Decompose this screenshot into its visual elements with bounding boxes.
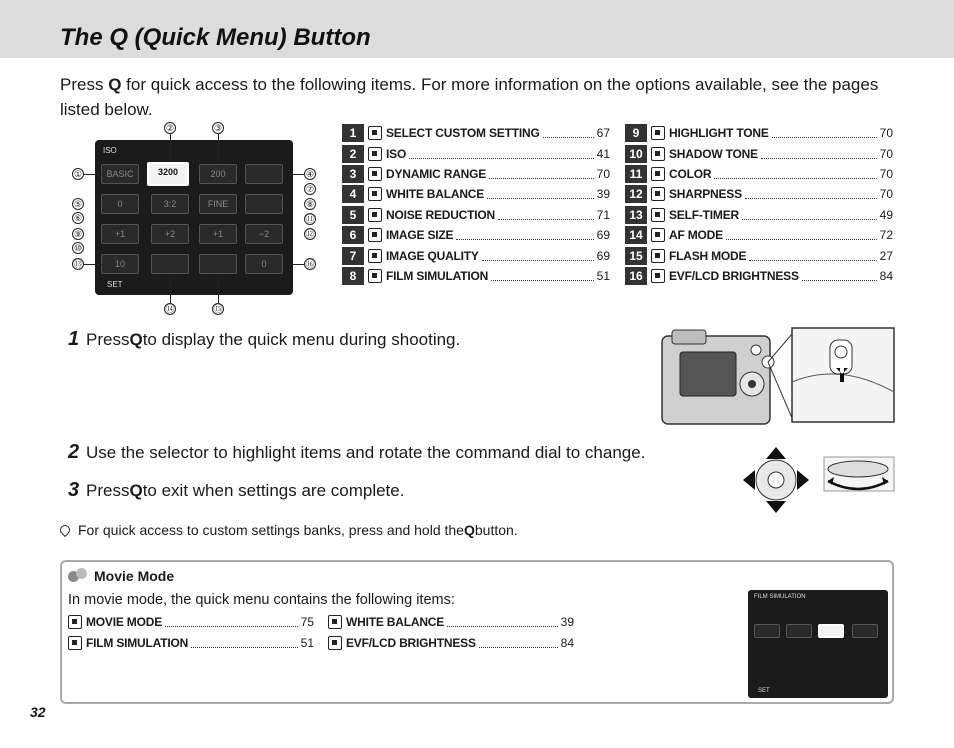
callout-6: ⑥ [73, 213, 83, 223]
qs-cell-evf: 0 [245, 254, 283, 274]
brightness-icon [651, 269, 665, 283]
callout-8: ⑧ [305, 199, 315, 209]
camera-back-icon [660, 322, 896, 426]
qs-top-label: ISO [103, 146, 117, 155]
item-row: 5 NOISE REDUCTION 71 [342, 205, 610, 225]
sharpness-icon [651, 187, 665, 201]
page-number: 32 [30, 704, 46, 720]
highlight-tone-icon [651, 126, 665, 140]
tip-bubbles-icon [68, 568, 88, 584]
item-row: 2 ISO 41 [342, 143, 610, 163]
callout-5: ⑤ [73, 199, 83, 209]
ms-top-label: FILM SIMULATION [754, 594, 806, 600]
camera-illustration [660, 322, 896, 426]
self-timer-icon [651, 208, 665, 222]
items-list-left [342, 123, 610, 286]
quick-menu-screen [95, 140, 293, 295]
callout-14: ⑭ [165, 304, 175, 314]
item-row: 1 SELECT CUSTOM SETTING 67 [342, 123, 610, 143]
af-mode-icon [651, 228, 665, 242]
movie-mode-title: Movie Mode [68, 568, 174, 584]
ms-cell [852, 624, 878, 638]
item-row: 3 DYNAMIC RANGE 70 [342, 164, 610, 184]
qs-cell-film [245, 194, 283, 214]
movie-mode-desc: In movie mode, the quick menu contains the following items: [68, 592, 455, 608]
flash-mode-icon [651, 249, 665, 263]
qs-cell-custom: BASIC [101, 164, 139, 184]
leader-line [286, 264, 304, 265]
qs-cell-highlight: +1 [101, 224, 139, 244]
callout-10: ⑩ [73, 243, 83, 253]
callout-3: ③ [213, 123, 223, 133]
page-title: The Q (Quick Menu) Button [60, 24, 371, 51]
leader-line [218, 134, 219, 162]
custom-setting-icon [368, 126, 382, 140]
item-row: 12 SHARPNESS 70 [625, 184, 893, 204]
leader-line [218, 275, 219, 303]
dynamic-range-icon [368, 167, 382, 181]
item-row: 6 IMAGE SIZE 69 [342, 225, 610, 245]
white-balance-icon [368, 187, 382, 201]
item-row: 7 IMAGE QUALITY 69 [342, 245, 610, 265]
item-row: 15 FLASH MODE 27 [625, 245, 893, 265]
step-3: 3 Press Q to exit when settings are complete. [68, 479, 405, 501]
leader-line [84, 174, 102, 175]
ms-set-label: SET [758, 688, 770, 694]
callout-12: ⑫ [305, 229, 315, 239]
item-row: 14 AF MODE 72 [625, 225, 893, 245]
movie-item: WHITE BALANCE 39 [328, 615, 574, 629]
white-balance-icon [328, 615, 342, 629]
step-1: 1 Press Q to display the quick menu during shooting. [68, 328, 461, 350]
iso-icon [368, 147, 382, 161]
qs-cell-quality: FINE [199, 194, 237, 214]
item-row: 13 SELF-TIMER 49 [625, 205, 893, 225]
callout-2: ② [165, 123, 175, 133]
ms-cell [754, 624, 780, 638]
qs-cell-timer: 10 [101, 254, 139, 274]
qs-set-label: SET [107, 280, 123, 289]
movie-quick-menu-screen [748, 590, 888, 698]
item-row: 11 COLOR 70 [625, 164, 893, 184]
qs-cell-color: +1 [199, 224, 237, 244]
image-quality-icon [368, 249, 382, 263]
tip-note: For quick access to custom settings banks, press and hold the Q button. [60, 522, 518, 538]
item-row: 16 EVF/LCD BRIGHTNESS 84 [625, 266, 893, 286]
noise-reduction-icon [368, 208, 382, 222]
item-row: 9 HIGHLIGHT TONE 70 [625, 123, 893, 143]
callout-1: ① [73, 169, 83, 179]
callout-16: ⑯ [305, 259, 315, 269]
image-size-icon [368, 228, 382, 242]
ms-cell-selected [818, 624, 844, 638]
intro-text: Press Q for quick access to the following items. For more information on the options available, see the pages listed below. [60, 75, 879, 119]
color-icon [651, 167, 665, 181]
qs-cell-nr: 0 [101, 194, 139, 214]
qs-cell-dr: 200 [199, 164, 237, 184]
callout-4: ④ [305, 169, 315, 179]
items-list-right [625, 123, 893, 286]
item-row: 4 WHITE BALANCE 39 [342, 184, 610, 204]
leader-line [170, 134, 171, 162]
movie-item: EVF/LCD BRIGHTNESS 84 [328, 636, 574, 650]
item-row: 8 FILM SIMULATION 51 [342, 266, 610, 286]
movie-item: FILM SIMULATION 51 [68, 636, 314, 650]
q-key: Q [108, 75, 122, 94]
qs-cell-flash [199, 254, 237, 274]
item-row: 10 SHADOW TONE 70 [625, 143, 893, 163]
callout-11: ⑪ [305, 214, 315, 224]
pencil-icon [58, 523, 72, 537]
movie-mode-icon [68, 615, 82, 629]
selector-dial-illustration [740, 445, 900, 515]
qs-cell-sharp: −2 [245, 224, 283, 244]
qs-cell-shadow: +2 [151, 224, 189, 244]
callout-7: ⑦ [305, 184, 315, 194]
callout-15: ⑮ [213, 304, 223, 314]
selector-icon [740, 445, 900, 515]
qs-cell-size: 3:2 [151, 194, 189, 214]
film-simulation-icon [68, 636, 82, 650]
movie-items-list [68, 612, 588, 653]
qs-cell-af [151, 254, 189, 274]
leader-line [286, 174, 304, 175]
leader-line [84, 264, 102, 265]
brightness-icon [328, 636, 342, 650]
shadow-tone-icon [651, 147, 665, 161]
callout-13: ⑬ [73, 259, 83, 269]
qs-cell-wb [245, 164, 283, 184]
qs-cell-iso: 3200 [147, 162, 189, 186]
ms-cell [786, 624, 812, 638]
step-2: 2 Use the selector to highlight items and rotate the command dial to change. [68, 441, 646, 463]
movie-mode-box [60, 560, 894, 704]
leader-line [170, 275, 171, 303]
callout-9: ⑨ [73, 229, 83, 239]
movie-item: MOVIE MODE 75 [68, 615, 314, 629]
film-simulation-icon [368, 269, 382, 283]
